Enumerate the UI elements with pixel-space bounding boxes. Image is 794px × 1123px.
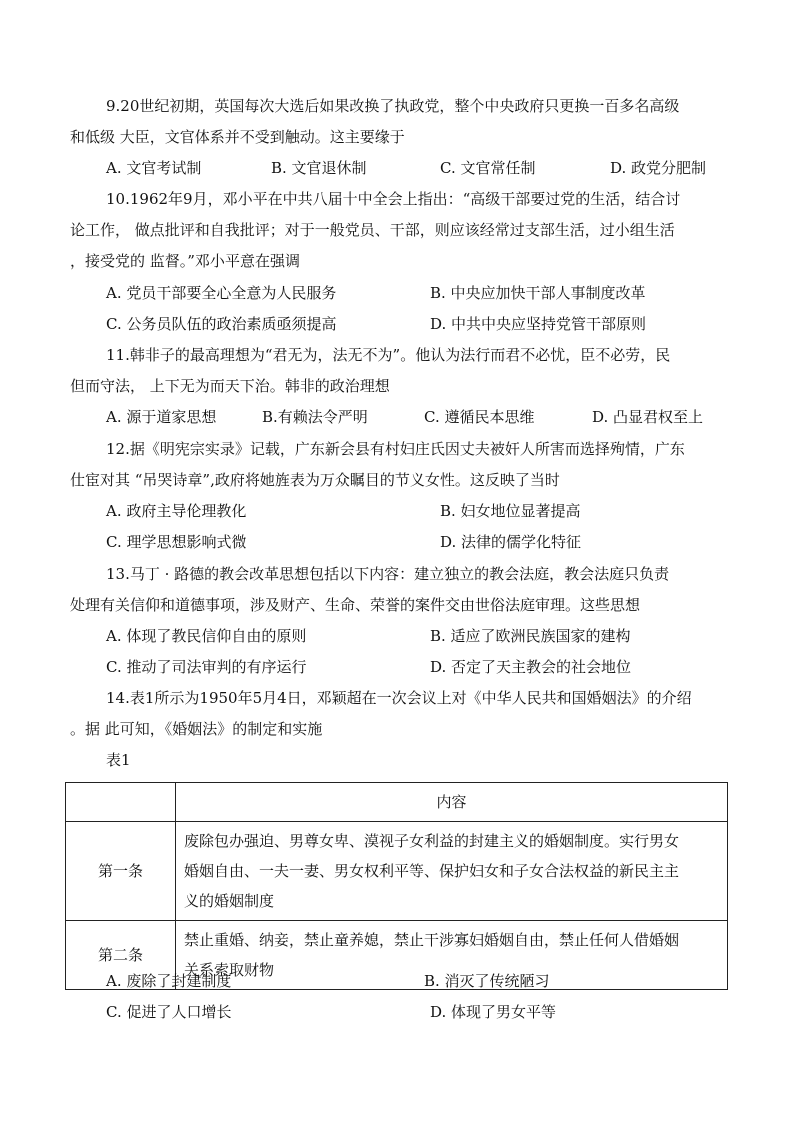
q11-line-1: 11.韩非子的最高理想为“君无为，法无不为”。他认为法行而君不必忧，臣不必劳，民: [106, 346, 671, 364]
q14-option-d: D. 体现了男女平等: [430, 1003, 557, 1021]
table-header-cell: [66, 783, 176, 822]
q14-option-c: C. 促进了人口增长: [106, 1003, 232, 1021]
q11-option-c: C. 遵循民本思维: [424, 408, 535, 426]
q12-line-2: 仕宦对其 “吊哭诗章”,政府将她旌表为万众瞩目的节义女性。这反映了当时: [70, 471, 560, 489]
q9-option-d: D. 政党分肥制: [610, 159, 707, 177]
q9-option-b: B. 文官退休制: [271, 159, 367, 177]
table-row-line: 义的婚姻制度: [184, 892, 275, 910]
q10-line-2: 论工作， 做点批评和自我批评；对于一般党员、干部，则应该经常过支部生活，过小组生活: [70, 221, 675, 239]
q14-option-a: A. 废除了封建制度: [106, 972, 232, 990]
q14-option-b: B. 消灭了传统陋习: [424, 972, 550, 990]
q14-line-1: 14.表1所示为1950年5月4日，邓颖超在一次会议上对《中华人民共和国婚姻法》的介绍: [106, 689, 692, 707]
q10-option-b: B. 中央应加快干部人事制度改革: [430, 284, 646, 302]
table-header-row: [66, 783, 728, 822]
table-header-cell: 内容: [176, 783, 728, 822]
q11-line-2: 但而守法， 上下无为而天下治。韩非的政治理想: [70, 377, 390, 395]
q10-option-d: D. 中共中央应坚持党管干部原则: [430, 315, 647, 333]
q10-option-a: A. 党员干部要全心全意为人民服务: [106, 284, 337, 302]
q9-line-2: 和低级 大臣，文官体系并不受到触动。这主要缘于: [70, 128, 405, 146]
q12-option-a: A. 政府主导伦理教化: [106, 502, 247, 520]
q12-option-b: B. 妇女地位显著提高: [440, 502, 581, 520]
q12-line-1: 12.据《明宪宗实录》记载，广东新会县有村妇庄氏因丈夫被奸人所害而选择殉情，广东: [106, 440, 685, 458]
table-row-line: 禁止重婚、纳妾，禁止童养媳，禁止干涉寡妇婚姻自由，禁止任何人借婚姻: [184, 931, 680, 949]
q13-option-a: A. 体现了教民信仰自由的原则: [106, 627, 307, 645]
q14-line-2: 。据 此可知，《婚姻法》的制定和实施: [70, 720, 323, 738]
table-row-line: 废除包办强迫、男尊女卑、漠视子女利益的封建主义的婚姻制度。实行男女: [184, 832, 680, 850]
table-row: [66, 822, 728, 921]
q12-option-d: D. 法律的儒学化特征: [440, 533, 582, 551]
table-row-label: 第二条: [66, 921, 176, 990]
q9-option-c: C. 文官常任制: [440, 159, 536, 177]
q9-option-a: A. 文官考试制: [106, 159, 202, 177]
marriage-law-table: [65, 782, 728, 990]
q13-option-b: B. 适应了欧洲民族国家的建构: [430, 627, 631, 645]
q13-line-2: 处理有关信仰和道德事项，涉及财产、生命、荣誉的案件交由世俗法庭审理。这些思想: [70, 596, 641, 614]
q10-line-1: 10.1962年9月，邓小平在中共八届十中全会上指出：“高级干部要过党的生活，结合讨: [106, 190, 681, 208]
q11-option-b: B.有赖法令严明: [262, 408, 368, 426]
q13-line-1: 13.马丁 · 路德的教会改革思想包括以下内容：建立独立的教会法庭，教会法庭只负责: [106, 565, 670, 583]
q11-option-a: A. 源于道家思想: [106, 408, 217, 426]
q10-line-3: ，接受党的 监督。”邓小平意在强调: [70, 252, 300, 270]
table-row-label: 第一条: [66, 822, 176, 921]
table-row-content: [176, 822, 728, 921]
q11-option-d: D. 凸显君权至上: [592, 408, 704, 426]
q9-line-1: 9.20世纪初期，英国每次大选后如果改换了执政党，整个中央政府只更换一百多名高级: [106, 97, 680, 115]
q13-option-c: C. 推动了司法审判的有序运行: [106, 658, 307, 676]
q12-option-c: C. 理学思想影响式微: [106, 533, 247, 551]
q13-option-d: D. 否定了天主教会的社会地位: [430, 658, 632, 676]
table-caption: 表1: [106, 751, 131, 769]
q10-option-c: C. 公务员队伍的政治素质亟须提高: [106, 315, 337, 333]
table-row-line: 关系索取财物: [184, 961, 275, 979]
table-row-line: 婚姻自由、一夫一妻、男女权利平等、保护妇女和子女合法权益的新民主主: [184, 862, 680, 880]
